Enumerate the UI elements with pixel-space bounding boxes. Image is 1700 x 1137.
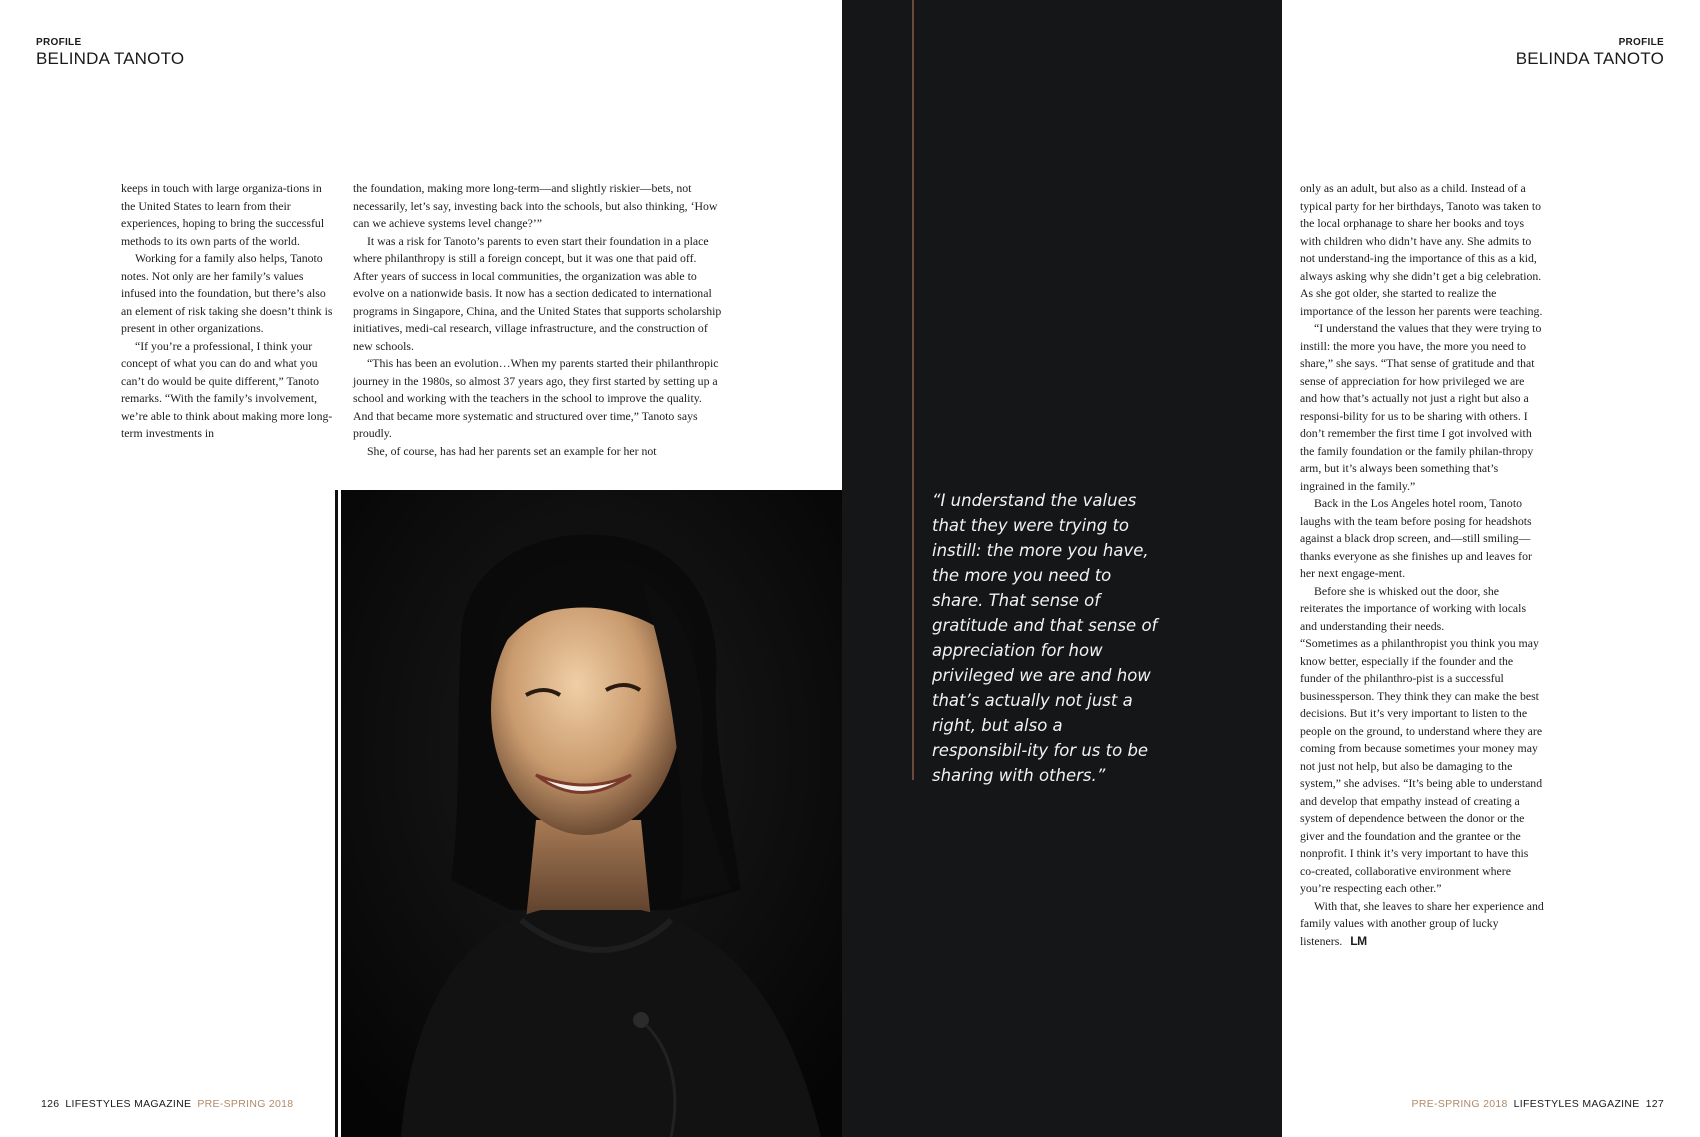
magazine-name: LIFESTYLES MAGAZINE — [1513, 1098, 1640, 1110]
footer-right — [1412, 1098, 1664, 1110]
pull-quote: “I understand the values that they were trying to instill: the more you have, the more you need to share. That sense of gratitude and that sense of appreciation for how privileged we are and how that’s actually not just a right, but also a responsibil-ity for us to be sharing with others.” — [932, 491, 1158, 785]
magazine-name: LIFESTYLES MAGAZINE — [65, 1098, 192, 1110]
issue-name: PRE-SPRING 2018 — [197, 1098, 294, 1110]
section-kicker: PROFILE — [36, 37, 82, 48]
pull-quote-rule — [912, 0, 914, 780]
paragraph: the foundation, making more long-term—and slightly riskier—bets, not necessarily, let’s say, investing back into the schools, but also thinking, ‘How can we achieve systems level change?’” — [353, 181, 718, 230]
paragraph: “I understand the values that they were trying to instill: the more you have, the more you need to share,” she says. “That sense of gratitude and that sense of appreciation for how privileged we are and how that’s actually not just a right but also a responsi-bility for us to be sharing with others. I don’t remember the first time I got involved with the family foundation or the family philan-thropy arm, but it’s always been something that’s ingrained in the family.” — [1300, 321, 1542, 493]
article-column-1 — [121, 180, 334, 443]
paragraph-text: With that, she leaves to share her experience and family values with another group of lucky listeners. — [1300, 898, 1544, 948]
profile-name: BELINDA TANOTO — [1515, 49, 1664, 68]
portrait-illustration — [341, 490, 842, 1137]
article-column-2 — [353, 180, 723, 460]
photo-rule — [335, 490, 338, 1137]
paragraph: Back in the Los Angeles hotel room, Tanoto laughs with the team before posing for headshots against a black drop screen, and—still smiling—thanks everyone as she finishes up and leaves for her next engage-ment. — [1300, 496, 1532, 580]
page-number: 126 — [41, 1098, 60, 1110]
paragraph: Working for a family also helps, Tanoto notes. Not only are her family’s values infused into the foundation, but there’s also an element of risk taking she doesn’t think is present in other organizations. — [121, 251, 333, 335]
paragraph: “Sometimes as a philanthropist you think you may know better, especially if the founder and the funder of the philanthro-pist is a successful businessperson. They think they can make the best decisions. But it’s very important to listen to the people on the ground, to understand where they are coming from because sometimes your money may not just not help, but also be damaging to the system,” she advises. “It’s being able to understand and develop that empathy instead of creating a system of dependence between the donor or the giver and the foundation and the grantee or the nonprofit. I think it’s very important to have this co-created, collaborative environment where you’re respecting each other.” — [1300, 636, 1543, 895]
paragraph: keeps in touch with large organiza-tions in the United States to learn from their experiences, hoping to bring the successful methods to its own parts of the world. — [121, 181, 325, 248]
paragraph: Before she is whisked out the door, she reiterates the importance of working with locals and understanding their needs. — [1300, 583, 1527, 633]
section-kicker: PROFILE — [1618, 37, 1664, 48]
issue-name: PRE-SPRING 2018 — [1411, 1098, 1508, 1110]
header-right — [1516, 38, 1664, 67]
article-column-3 — [1300, 180, 1544, 950]
portrait-photo — [341, 490, 842, 1137]
paragraph: She, of course, has had her parents set an example for her not — [367, 443, 657, 458]
page-number: 127 — [1645, 1098, 1664, 1110]
paragraph: “This has been an evolution…When my parents started their philanthropic journey in the 1980s, so almost 37 years ago, they first started by setting up a school and working with the teachers in the school to improve the quality. And that became more systematic and structured over time,” Tanoto says proudly. — [353, 356, 719, 440]
paragraph: only as an adult, but also as a child. Instead of a typical party for her birthdays, Tanoto was taken to the local orphanage to share her books and toys with children who didn’t have any. She admits to not understand-ing the importance of this as a kid, always asking why she didn’t get a big celebration. As she got older, she started to realize the importance of the lesson her parents were teaching. — [1300, 181, 1543, 318]
paragraph: It was a risk for Tanoto’s parents to even start their foundation in a place where philanthropy is still a foreign concept, but it was one that paid off. After years of success in local communities, the organization was able to evolve on a nationwide basis. It now has a section dedicated to international programs in Singapore, China, and the United States that supports scholarship initiatives, medi-cal research, village infrastructure, and the construction of new schools. — [353, 233, 722, 353]
profile-name: BELINDA TANOTO — [36, 49, 185, 68]
end-mark-logo: LM — [1350, 933, 1367, 948]
paragraph — [1300, 898, 1544, 951]
footer-left — [41, 1098, 293, 1110]
header-left — [36, 38, 184, 67]
paragraph: “If you’re a professional, I think your concept of what you can do and what you can’t do would be quite different,” Tanoto remarks. “With the family’s involvement, we’re able to think about making more long-term investments in — [121, 338, 333, 440]
